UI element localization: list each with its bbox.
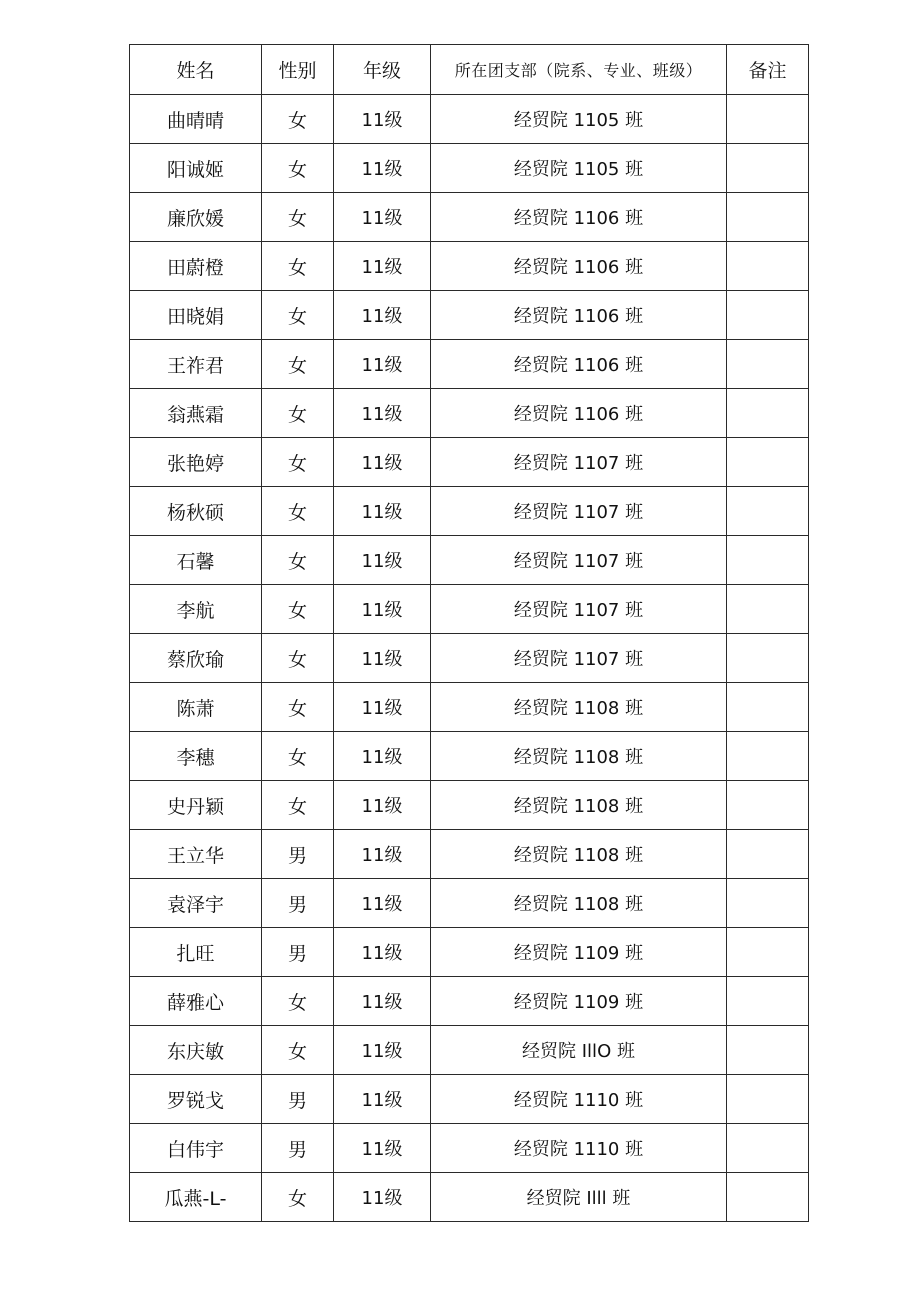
cell-branch: 经贸院 IllO 班 <box>431 1026 727 1075</box>
cell-grade: 11级 <box>334 879 431 928</box>
cell-gender: 男 <box>262 879 334 928</box>
cell-note <box>727 95 809 144</box>
cell-branch: 经贸院 1105 班 <box>431 95 727 144</box>
cell-branch: 经贸院 1108 班 <box>431 830 727 879</box>
cell-note <box>727 781 809 830</box>
cell-name: 王祚君 <box>130 340 262 389</box>
cell-grade: 11级 <box>334 340 431 389</box>
cell-note <box>727 1173 809 1222</box>
cell-note <box>727 1075 809 1124</box>
table-row <box>130 487 809 536</box>
cell-note <box>727 1026 809 1075</box>
table-row <box>130 879 809 928</box>
cell-name: 张艳婷 <box>130 438 262 487</box>
cell-gender: 女 <box>262 781 334 830</box>
cell-gender: 女 <box>262 193 334 242</box>
cell-name: 袁泽宇 <box>130 879 262 928</box>
cell-note <box>727 683 809 732</box>
table-row <box>130 781 809 830</box>
cell-gender: 女 <box>262 389 334 438</box>
member-roster-table <box>129 44 809 1222</box>
cell-grade: 11级 <box>334 1124 431 1173</box>
cell-grade: 11级 <box>334 242 431 291</box>
table-row <box>130 144 809 193</box>
cell-branch: 经贸院 1106 班 <box>431 291 727 340</box>
cell-grade: 11级 <box>334 732 431 781</box>
cell-branch: 经贸院 Illl 班 <box>431 1173 727 1222</box>
cell-name: 廉欣媛 <box>130 193 262 242</box>
table-row <box>130 977 809 1026</box>
cell-name: 蔡欣瑜 <box>130 634 262 683</box>
header-name: 姓名 <box>130 45 262 95</box>
cell-grade: 11级 <box>334 438 431 487</box>
cell-note <box>727 634 809 683</box>
cell-name: 东庆敏 <box>130 1026 262 1075</box>
cell-grade: 11级 <box>334 536 431 585</box>
cell-note <box>727 1124 809 1173</box>
cell-name: 石馨 <box>130 536 262 585</box>
cell-name: 田晓娟 <box>130 291 262 340</box>
cell-grade: 11级 <box>334 977 431 1026</box>
cell-grade: 11级 <box>334 634 431 683</box>
cell-grade: 11级 <box>334 781 431 830</box>
table-row <box>130 291 809 340</box>
cell-name: 杨秋硕 <box>130 487 262 536</box>
cell-grade: 11级 <box>334 683 431 732</box>
cell-name: 翁燕霜 <box>130 389 262 438</box>
table-row <box>130 193 809 242</box>
cell-name: 阳诚姬 <box>130 144 262 193</box>
cell-name: 李航 <box>130 585 262 634</box>
cell-name: 李穗 <box>130 732 262 781</box>
cell-gender: 女 <box>262 977 334 1026</box>
table-row <box>130 585 809 634</box>
cell-gender: 女 <box>262 536 334 585</box>
table-header <box>130 45 809 95</box>
cell-note <box>727 340 809 389</box>
cell-gender: 女 <box>262 585 334 634</box>
cell-grade: 11级 <box>334 1173 431 1222</box>
header-row <box>130 45 809 95</box>
cell-gender: 女 <box>262 144 334 193</box>
table-row <box>130 1124 809 1173</box>
cell-grade: 11级 <box>334 144 431 193</box>
cell-note <box>727 732 809 781</box>
cell-name: 扎旺 <box>130 928 262 977</box>
cell-name: 陈萧 <box>130 683 262 732</box>
cell-note <box>727 977 809 1026</box>
cell-note <box>727 487 809 536</box>
cell-name: 史丹颖 <box>130 781 262 830</box>
cell-branch: 经贸院 1108 班 <box>431 781 727 830</box>
cell-grade: 11级 <box>334 1075 431 1124</box>
cell-branch: 经贸院 1108 班 <box>431 879 727 928</box>
cell-grade: 11级 <box>334 928 431 977</box>
header-grade: 年级 <box>334 45 431 95</box>
cell-branch: 经贸院 1108 班 <box>431 732 727 781</box>
cell-grade: 11级 <box>334 389 431 438</box>
cell-name: 罗锐戈 <box>130 1075 262 1124</box>
cell-note <box>727 830 809 879</box>
cell-gender: 女 <box>262 1173 334 1222</box>
cell-branch: 经贸院 1107 班 <box>431 634 727 683</box>
table-row <box>130 683 809 732</box>
cell-note <box>727 242 809 291</box>
cell-branch: 经贸院 1107 班 <box>431 487 727 536</box>
cell-note <box>727 536 809 585</box>
cell-branch: 经贸院 1106 班 <box>431 242 727 291</box>
header-gender: 性别 <box>262 45 334 95</box>
cell-branch: 经贸院 1110 班 <box>431 1124 727 1173</box>
cell-name: 曲晴晴 <box>130 95 262 144</box>
table-row <box>130 830 809 879</box>
cell-grade: 11级 <box>334 830 431 879</box>
table-row <box>130 1173 809 1222</box>
cell-name: 白伟宇 <box>130 1124 262 1173</box>
cell-gender: 女 <box>262 95 334 144</box>
cell-name: 王立华 <box>130 830 262 879</box>
table-row <box>130 95 809 144</box>
cell-gender: 女 <box>262 291 334 340</box>
cell-branch: 经贸院 1107 班 <box>431 438 727 487</box>
cell-note <box>727 585 809 634</box>
cell-grade: 11级 <box>334 1026 431 1075</box>
cell-branch: 经贸院 1109 班 <box>431 928 727 977</box>
cell-gender: 男 <box>262 830 334 879</box>
table-row <box>130 536 809 585</box>
cell-gender: 女 <box>262 438 334 487</box>
cell-gender: 男 <box>262 928 334 977</box>
cell-note <box>727 438 809 487</box>
cell-branch: 经贸院 1109 班 <box>431 977 727 1026</box>
cell-branch: 经贸院 1107 班 <box>431 536 727 585</box>
cell-name: 田蔚橙 <box>130 242 262 291</box>
table-body <box>130 95 809 1222</box>
cell-name: 薛雅心 <box>130 977 262 1026</box>
table-row <box>130 928 809 977</box>
cell-note <box>727 291 809 340</box>
cell-branch: 经贸院 1106 班 <box>431 389 727 438</box>
cell-grade: 11级 <box>334 487 431 536</box>
cell-gender: 男 <box>262 1124 334 1173</box>
table-row <box>130 438 809 487</box>
table-row <box>130 732 809 781</box>
cell-grade: 11级 <box>334 95 431 144</box>
cell-note <box>727 193 809 242</box>
table-row <box>130 634 809 683</box>
cell-gender: 女 <box>262 683 334 732</box>
header-branch: 所在团支部（院系、专业、班级） <box>431 45 727 95</box>
cell-branch: 经贸院 1105 班 <box>431 144 727 193</box>
header-note: 备注 <box>727 45 809 95</box>
cell-branch: 经贸院 1106 班 <box>431 193 727 242</box>
cell-gender: 女 <box>262 634 334 683</box>
cell-note <box>727 879 809 928</box>
cell-note <box>727 389 809 438</box>
cell-gender: 男 <box>262 1075 334 1124</box>
cell-branch: 经贸院 1106 班 <box>431 340 727 389</box>
cell-note <box>727 144 809 193</box>
cell-branch: 经贸院 1110 班 <box>431 1075 727 1124</box>
table-row <box>130 340 809 389</box>
table-row <box>130 242 809 291</box>
cell-grade: 11级 <box>334 585 431 634</box>
cell-grade: 11级 <box>334 291 431 340</box>
cell-gender: 女 <box>262 487 334 536</box>
cell-gender: 女 <box>262 340 334 389</box>
cell-gender: 女 <box>262 242 334 291</box>
cell-branch: 经贸院 1107 班 <box>431 585 727 634</box>
cell-note <box>727 928 809 977</box>
table-row <box>130 1026 809 1075</box>
table-row <box>130 1075 809 1124</box>
cell-branch: 经贸院 1108 班 <box>431 683 727 732</box>
cell-gender: 女 <box>262 732 334 781</box>
cell-grade: 11级 <box>334 193 431 242</box>
table-row <box>130 389 809 438</box>
cell-gender: 女 <box>262 1026 334 1075</box>
cell-name: 瓜燕-L- <box>130 1173 262 1222</box>
